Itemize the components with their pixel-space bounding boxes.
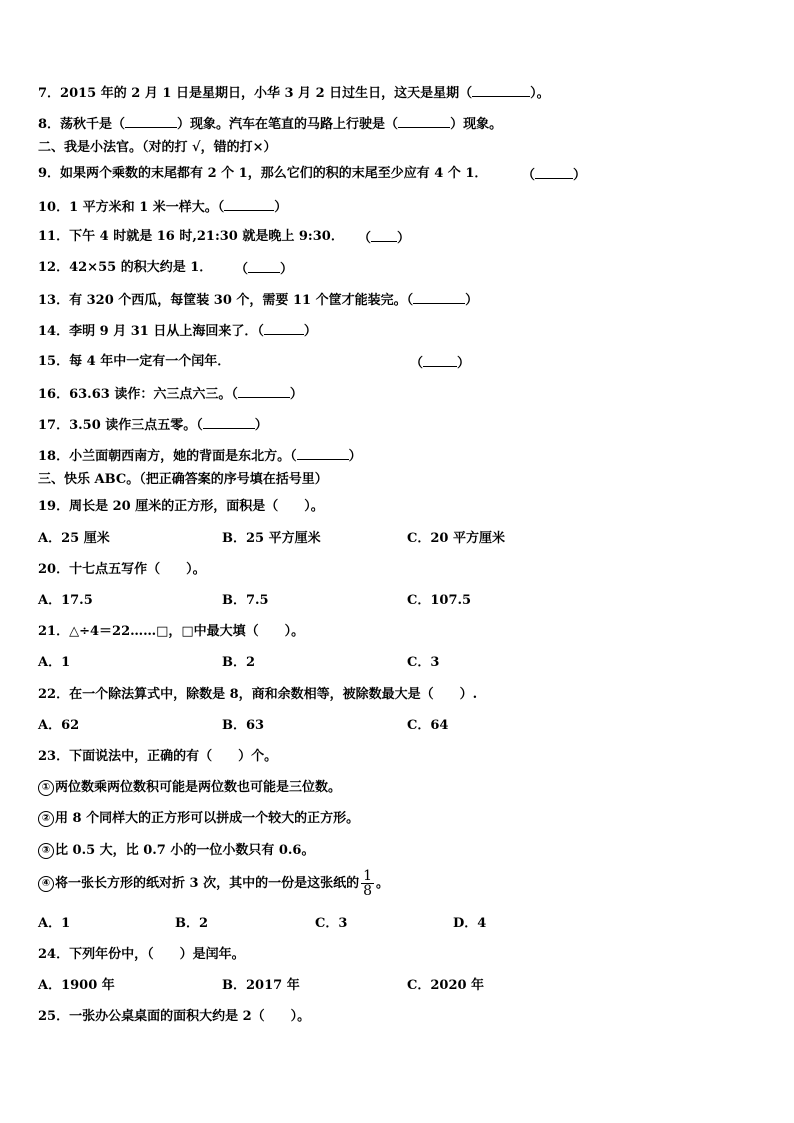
option-a[interactable]: A．1900 年 — [38, 978, 115, 993]
option-c[interactable]: C．64 — [407, 718, 449, 733]
option-b[interactable]: B．63 — [222, 718, 265, 733]
answer-blank[interactable] — [238, 385, 290, 398]
circled-number-3: ③ — [38, 843, 54, 859]
option-c[interactable]: C．2020 年 — [407, 978, 485, 993]
section-2-heading: 二、我是小法官。（对的打 √，错的打×） — [38, 140, 277, 155]
statement-2: ② 用 8 个同样大的正方形可以拼成一个较大的正方形。 — [38, 811, 359, 827]
question-15-answer: （ ） — [410, 356, 471, 371]
answer-blank[interactable] — [535, 166, 573, 179]
question-16: 16．63.63 读作：六三点六三。（ ） — [38, 387, 303, 402]
question-9-answer: （ ） — [522, 168, 587, 183]
option-a[interactable]: A．1 — [38, 916, 71, 931]
circled-number-2: ② — [38, 811, 54, 827]
answer-blank[interactable] — [398, 115, 450, 128]
answer-blank[interactable] — [248, 260, 280, 273]
answer-blank[interactable] — [224, 198, 274, 211]
answer-blank[interactable] — [371, 229, 397, 242]
option-c[interactable]: C．3 — [407, 655, 440, 670]
option-b[interactable]: B．25 平方厘米 — [222, 531, 321, 546]
option-b[interactable]: B．2 — [222, 655, 256, 670]
question-22: 22．在一个除法算式中，除数是 8，商和余数相等，被除数最大是（ ）. — [38, 687, 478, 702]
question-20: 20．十七点五写作（ ）。 — [38, 562, 206, 577]
question-15: 15．每 4 年中一定有一个闰年． — [38, 354, 231, 369]
question-12-answer: （ ） — [235, 262, 294, 277]
answer-blank[interactable] — [125, 115, 177, 128]
answer-blank[interactable] — [203, 416, 255, 429]
question-12: 12．42×55 的积大约是 1． — [38, 260, 213, 275]
question-13: 13．有 320 个西瓜，每筐装 30 个，需要 11 个筐才能装完。（ ） — [38, 293, 479, 308]
fraction: $\frac{1}{8}$ — [363, 868, 373, 899]
statement-3: ③ 比 0.5 大，比 0.7 小的一位小数只有 0.6。 — [38, 843, 314, 859]
question-11-answer: （ ） — [358, 231, 411, 246]
question-19: 19．周长是 20 厘米的正方形，面积是（ ）。 — [38, 499, 324, 514]
question-21: 21．△÷4＝22……□，□中最大填（ ）。 — [38, 624, 305, 639]
question-17: 17．3.50 读作三点五零。（ ） — [38, 418, 268, 433]
answer-blank[interactable] — [423, 354, 457, 367]
section-3-heading: 三、快乐 ABC。（把正确答案的序号填在括号里） — [38, 472, 328, 487]
answer-blank[interactable] — [413, 291, 465, 304]
question-11: 11．下午 4 时就是 16 时,21:30 就是晚上 9:30． — [38, 229, 344, 244]
answer-blank[interactable] — [472, 84, 530, 97]
circled-number-4: ④ — [38, 876, 54, 892]
circled-number-1: ① — [38, 780, 54, 796]
question-7: 7．2015 年的 2 月 1 日是星期日，小华 3 月 2 日过生日，这天是星期（ ）。 — [38, 86, 550, 101]
question-14: 14．李明 9 月 31 日从上海回来了．（ ） — [38, 324, 317, 339]
question-10: 10．1 平方米和 1 米一样大。（ ） — [38, 200, 288, 215]
option-c[interactable]: C．20 平方厘米 — [407, 531, 505, 546]
option-b[interactable]: B．2 — [175, 916, 209, 931]
option-a[interactable]: A．62 — [38, 718, 80, 733]
question-8: 8．荡秋千是（ ）现象。汽车在笔直的马路上行驶是（ ）现象。 — [38, 117, 503, 132]
question-9: 9．如果两个乘数的末尾都有 2 个 1，那么它们的积的末尾至少应有 4 个 1． — [38, 166, 488, 181]
answer-blank[interactable] — [264, 322, 304, 335]
question-24: 24．下列年份中，（ ）是闰年。 — [38, 947, 245, 962]
option-c[interactable]: C．107.5 — [407, 593, 472, 608]
question-18: 18．小兰面朝西南方，她的背面是东北方。（ ） — [38, 449, 362, 464]
option-a[interactable]: A．17.5 — [38, 593, 93, 608]
option-d[interactable]: D．4 — [453, 916, 487, 931]
option-c[interactable]: C．3 — [315, 916, 348, 931]
option-a[interactable]: A．1 — [38, 655, 71, 670]
option-b[interactable]: B．7.5 — [222, 593, 269, 608]
question-23: 23．下面说法中，正确的有（ ）个。 — [38, 749, 278, 764]
question-25: 25．一张办公桌桌面的面积大约是 2（ ）。 — [38, 1009, 311, 1024]
statement-4: ④ 将一张长方形的纸对折 3 次，其中的一份是这张纸的 $\frac{1}{8}$ 。 — [38, 866, 389, 902]
statement-1: ① 两位数乘两位数积可能是两位数也可能是三位数。 — [38, 780, 341, 796]
option-a[interactable]: A．25 厘米 — [38, 531, 110, 546]
answer-blank[interactable] — [297, 447, 349, 460]
option-b[interactable]: B．2017 年 — [222, 978, 300, 993]
